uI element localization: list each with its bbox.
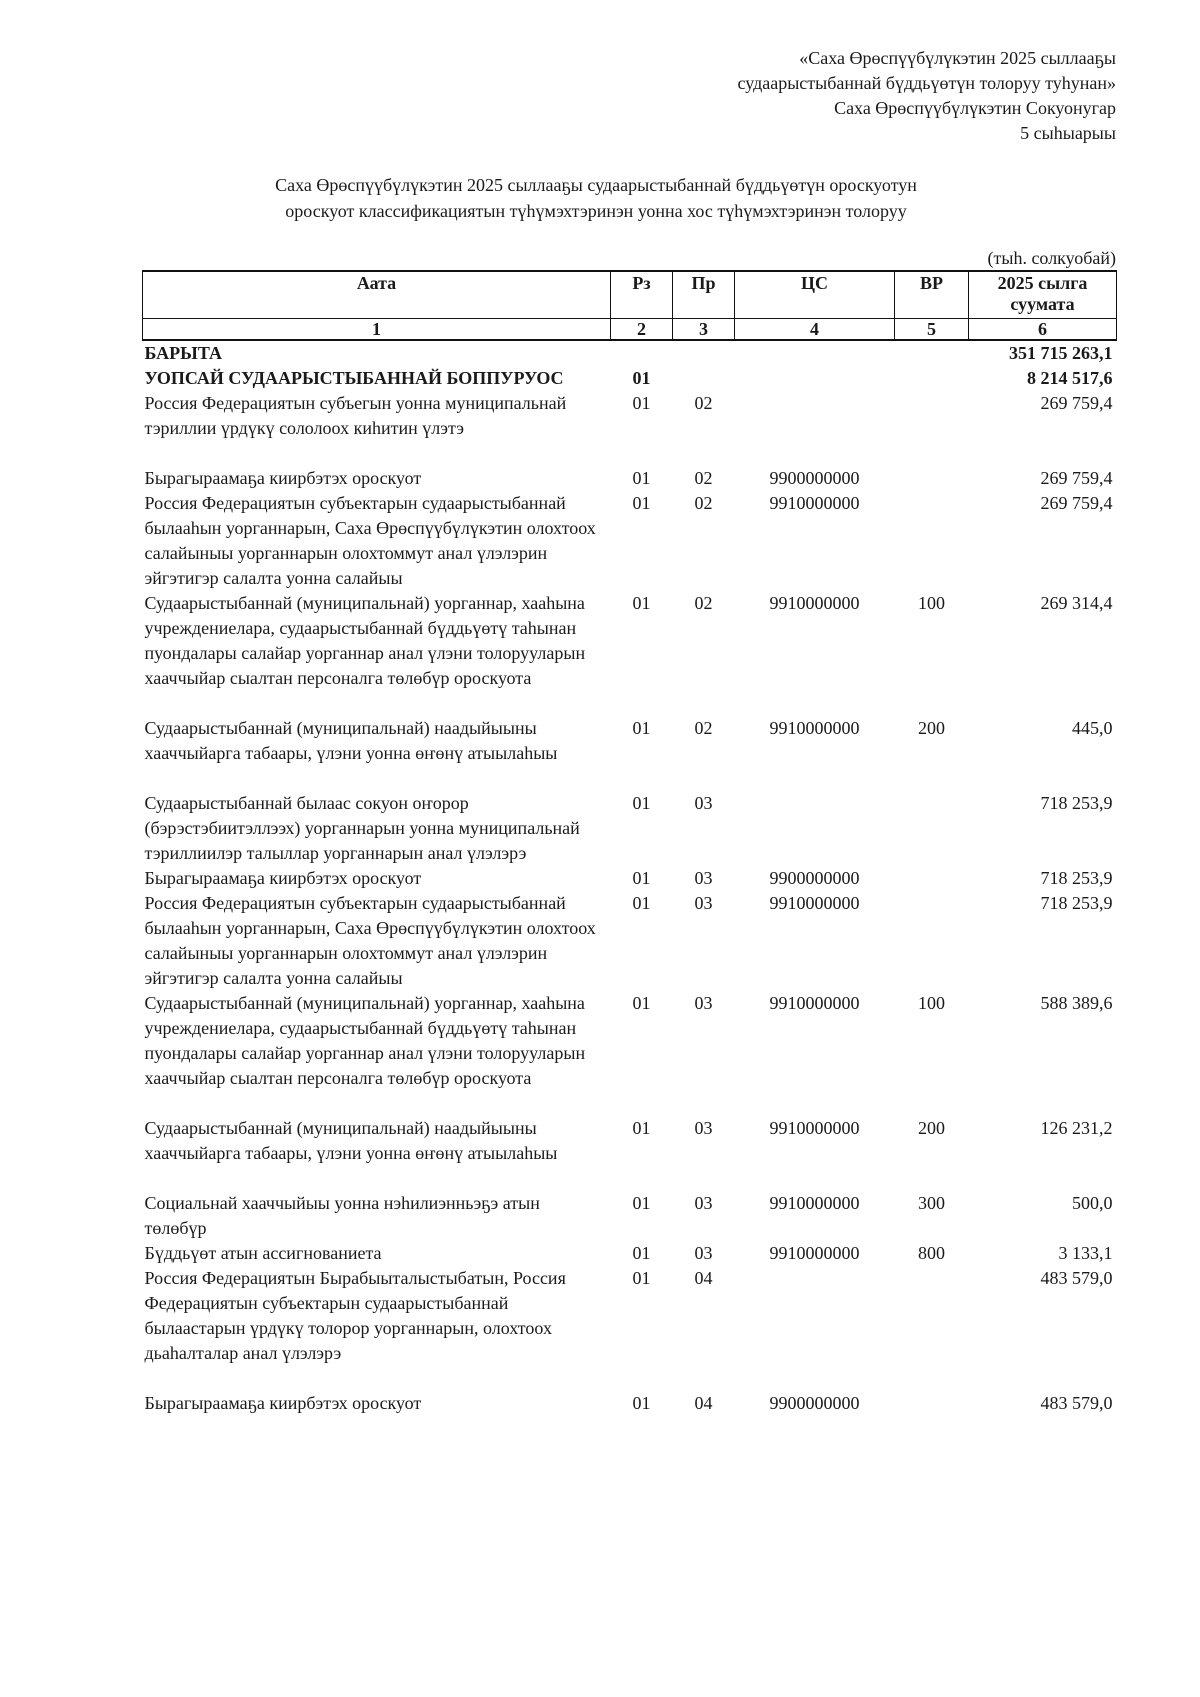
row-rz-code: 01 bbox=[632, 1268, 651, 1288]
row-vr-code bbox=[895, 1391, 969, 1416]
row-rz-code: 01 bbox=[632, 468, 651, 488]
row-amount: 718 253,9 bbox=[1040, 793, 1113, 813]
row-vr-code bbox=[895, 391, 969, 466]
row-rz-code: 01 bbox=[632, 393, 651, 413]
row-pr-code: 03 bbox=[694, 993, 713, 1013]
approval-line-2: судаарыстыбаннай бүддьүөтүн толоруу туһунан» bbox=[737, 73, 1116, 93]
row-vr-code: 300 bbox=[918, 1193, 945, 1213]
row-amount: 500,0 bbox=[1072, 1193, 1113, 1213]
row-vr-code bbox=[895, 340, 969, 366]
table-row bbox=[143, 340, 1117, 366]
column-number: 2 bbox=[611, 319, 673, 341]
row-rz-code: 01 bbox=[632, 793, 651, 813]
row-vr-code bbox=[895, 891, 969, 991]
row-pr-code: 03 bbox=[694, 893, 713, 913]
column-number: 5 bbox=[895, 319, 969, 341]
table-row bbox=[143, 1241, 1117, 1266]
row-name: Судаарыстыбаннай (муниципальнай) уорганнар, хааһына учреждениелара, судаарыстыбаннай бүддьүөтү таһынан пуондалары салайар уорганнар анал үлэни толорууларын хааччыйар сыалтан персоналга төлөбүр ороскуота bbox=[144, 993, 586, 1088]
row-vr-code bbox=[895, 491, 969, 591]
row-cs-code bbox=[735, 791, 895, 866]
row-amount: 718 253,9 bbox=[1040, 893, 1113, 913]
approval-line-1: «Саха Өрөспүүбүлүкэтин 2025 сыллааҕы bbox=[799, 48, 1116, 68]
row-pr-code: 03 bbox=[694, 868, 713, 888]
unit-note: (тыһ. солкуобай) bbox=[987, 248, 1116, 268]
row-cs-code: 9910000000 bbox=[769, 593, 860, 613]
row-name: Бырагыраамаҕа киирбэтэх ороскуот bbox=[144, 1393, 422, 1413]
table-column-numbers-row bbox=[143, 319, 1117, 341]
row-pr-code: 02 bbox=[694, 468, 713, 488]
table-row bbox=[143, 591, 1117, 716]
row-pr-code: 02 bbox=[694, 718, 713, 738]
table-row bbox=[143, 891, 1117, 991]
row-cs-code: 9910000000 bbox=[769, 1193, 860, 1213]
row-rz-code: 01 bbox=[632, 1118, 651, 1138]
table-body bbox=[143, 340, 1117, 1416]
row-rz-code: 01 bbox=[632, 368, 651, 388]
table-row bbox=[143, 391, 1117, 466]
row-pr-code: 04 bbox=[694, 1393, 713, 1413]
table-row bbox=[143, 1116, 1117, 1191]
row-name: Бырагыраамаҕа киирбэтэх ороскуот bbox=[144, 868, 422, 888]
row-name: Россия Федерациятын субъектарын судаарыстыбаннай былааһын уорганнарын, Саха Өрөспүүбүлүкэтин олохтоох салайыныы уорганнарын олохтоммут анал үлэлэрин эйгэтигэр салалта уонна салайыы bbox=[144, 893, 596, 988]
row-rz-code: 01 bbox=[632, 493, 651, 513]
row-amount: 269 759,4 bbox=[1040, 468, 1113, 488]
row-vr-code bbox=[895, 1266, 969, 1391]
budget-table-wrapper bbox=[142, 270, 1116, 1416]
row-name: Бүддьүөт атын ассигнованиета bbox=[144, 1243, 382, 1263]
approval-header bbox=[737, 46, 1116, 146]
column-number: 6 bbox=[969, 319, 1117, 341]
row-name: Бырагыраамаҕа киирбэтэх ороскуот bbox=[144, 468, 422, 488]
row-name: Россия Федерациятын субъектарын судаарыстыбаннай былааһын уорганнарын, Саха Өрөспүүбүлүкэтин олохтоох салайыныы уорганнарын олохтоммут анал үлэлэрин эйгэтигэр салалта уонна салайыы bbox=[144, 493, 596, 588]
row-vr-code bbox=[895, 366, 969, 391]
row-amount: 445,0 bbox=[1072, 718, 1113, 738]
row-vr-code: 200 bbox=[918, 718, 945, 738]
table-header-row bbox=[143, 271, 1117, 319]
table-row bbox=[143, 366, 1117, 391]
row-rz-code: 01 bbox=[632, 868, 651, 888]
row-pr-code: 03 bbox=[694, 1118, 713, 1138]
row-name: Социальнай хааччыйыы уонна нэһилиэнньэҕэ атын төлөбүр bbox=[144, 1193, 540, 1238]
row-amount: 483 579,0 bbox=[1040, 1268, 1113, 1288]
table-row bbox=[143, 791, 1117, 866]
row-name: БАРЫТА bbox=[144, 343, 222, 363]
row-rz-code: 01 bbox=[632, 993, 651, 1013]
row-vr-code: 100 bbox=[918, 993, 945, 1013]
row-amount: 351 715 263,1 bbox=[1009, 343, 1113, 363]
row-pr-code: 02 bbox=[694, 393, 713, 413]
row-amount: 483 579,0 bbox=[1040, 1393, 1113, 1413]
document-title bbox=[180, 172, 1012, 224]
table-row bbox=[143, 1266, 1117, 1391]
row-vr-code bbox=[895, 866, 969, 891]
row-amount: 126 231,2 bbox=[1040, 1118, 1113, 1138]
table-row bbox=[143, 991, 1117, 1116]
row-pr-code: 02 bbox=[694, 493, 713, 513]
table-row bbox=[143, 466, 1117, 491]
row-pr-code: 03 bbox=[694, 1193, 713, 1213]
table-row bbox=[143, 491, 1117, 591]
row-rz-code: 01 bbox=[632, 718, 651, 738]
column-header-name: Аата bbox=[143, 271, 611, 319]
row-vr-code bbox=[895, 791, 969, 866]
row-name: УОПСАЙ СУДААРЫСТЫБАННАЙ БОППУРУОС bbox=[144, 368, 564, 388]
approval-line-3: Саха Өрөспүүбүлүкэтин Сокуонугар bbox=[834, 98, 1116, 118]
budget-table bbox=[142, 270, 1117, 1416]
row-rz-code bbox=[611, 340, 673, 366]
row-name: Судаарыстыбаннай (муниципальнай) наадыйыыны хааччыйарга табаары, үлэни уонна өҥөнү атыылаһыы bbox=[144, 1118, 558, 1163]
row-pr-code: 03 bbox=[694, 1243, 713, 1263]
column-header-vr: ВР bbox=[895, 271, 969, 319]
row-cs-code bbox=[735, 340, 895, 366]
row-cs-code: 9910000000 bbox=[769, 893, 860, 913]
row-vr-code bbox=[895, 466, 969, 491]
row-name: Россия Федерациятын Бырабыыталыстыбатын, Россия Федерациятын субъектарын судаарыстыбаннай былаастарын үрдүкү толорор уорганнарын, олохтоох дьаһалталар анал үлэлэрэ bbox=[144, 1268, 566, 1363]
row-cs-code: 9900000000 bbox=[769, 468, 860, 488]
row-cs-code: 9910000000 bbox=[769, 718, 860, 738]
column-header-pr: Пр bbox=[673, 271, 735, 319]
row-amount: 588 389,6 bbox=[1040, 993, 1113, 1013]
title-line-2: ороскуот классификациятын түһүмэхтэринэн уонна хос түһүмэхтэринэн толоруу bbox=[285, 201, 907, 221]
row-amount: 8 214 517,6 bbox=[1027, 368, 1113, 388]
column-header-rz: Рз bbox=[611, 271, 673, 319]
row-name: Россия Федерациятын субъегын уонна муниципальнай тэриллии үрдүкү сололоох киһитин үлэтэ bbox=[144, 393, 567, 438]
row-cs-code: 9910000000 bbox=[769, 1243, 860, 1263]
row-vr-code: 200 bbox=[918, 1118, 945, 1138]
row-vr-code: 800 bbox=[918, 1243, 945, 1263]
row-cs-code bbox=[735, 391, 895, 466]
row-pr-code bbox=[673, 366, 735, 391]
row-amount: 269 314,4 bbox=[1040, 593, 1113, 613]
row-amount: 3 133,1 bbox=[1058, 1243, 1113, 1263]
row-cs-code: 9910000000 bbox=[769, 493, 860, 513]
row-amount: 269 759,4 bbox=[1040, 493, 1113, 513]
column-number: 1 bbox=[143, 319, 611, 341]
table-row bbox=[143, 1391, 1117, 1416]
row-vr-code: 100 bbox=[918, 593, 945, 613]
row-rz-code: 01 bbox=[632, 893, 651, 913]
column-number: 3 bbox=[673, 319, 735, 341]
row-amount: 718 253,9 bbox=[1040, 868, 1113, 888]
table-row bbox=[143, 1191, 1117, 1241]
row-rz-code: 01 bbox=[632, 593, 651, 613]
row-pr-code: 02 bbox=[694, 593, 713, 613]
row-cs-code bbox=[735, 366, 895, 391]
row-name: Судаарыстыбаннай (муниципальнай) наадыйыыны хааччыйарга табаары, үлэни уонна өҥөнү атыылаһыы bbox=[144, 718, 558, 763]
row-name: Судаарыстыбаннай былаас сокуон оҥорор (бэрэстэбиитэллээх) уорганнарын уонна муниципальнай тэриллиилэр талыллар уорганнарын анал үлэлэрэ bbox=[144, 793, 580, 863]
row-cs-code: 9910000000 bbox=[769, 1118, 860, 1138]
table-row bbox=[143, 866, 1117, 891]
row-cs-code: 9900000000 bbox=[769, 868, 860, 888]
row-rz-code: 01 bbox=[632, 1393, 651, 1413]
row-cs-code bbox=[735, 1266, 895, 1391]
column-number: 4 bbox=[735, 319, 895, 341]
row-amount: 269 759,4 bbox=[1040, 393, 1113, 413]
approval-line-4: 5 сыһыарыы bbox=[1020, 123, 1116, 143]
column-header-cs: ЦС bbox=[735, 271, 895, 319]
title-line-1: Саха Өрөспүүбүлүкэтин 2025 сыллааҕы судаарыстыбаннай бүддьүөтүн ороскуотун bbox=[275, 175, 917, 195]
row-rz-code: 01 bbox=[632, 1243, 651, 1263]
row-pr-code: 04 bbox=[694, 1268, 713, 1288]
row-name: Судаарыстыбаннай (муниципальнай) уорганнар, хааһына учреждениелара, судаарыстыбаннай бүддьүөтү таһынан пуондалары салайар уорганнар анал үлэни толорууларын хааччыйар сыалтан персоналга төлөбүр ороскуота bbox=[144, 593, 586, 688]
row-cs-code: 9910000000 bbox=[769, 993, 860, 1013]
row-cs-code: 9900000000 bbox=[769, 1393, 860, 1413]
row-pr-code bbox=[673, 340, 735, 366]
table-row bbox=[143, 716, 1117, 791]
row-pr-code: 03 bbox=[694, 793, 713, 813]
column-header-sum: 2025 сылга суумата bbox=[969, 271, 1117, 319]
row-rz-code: 01 bbox=[632, 1193, 651, 1213]
